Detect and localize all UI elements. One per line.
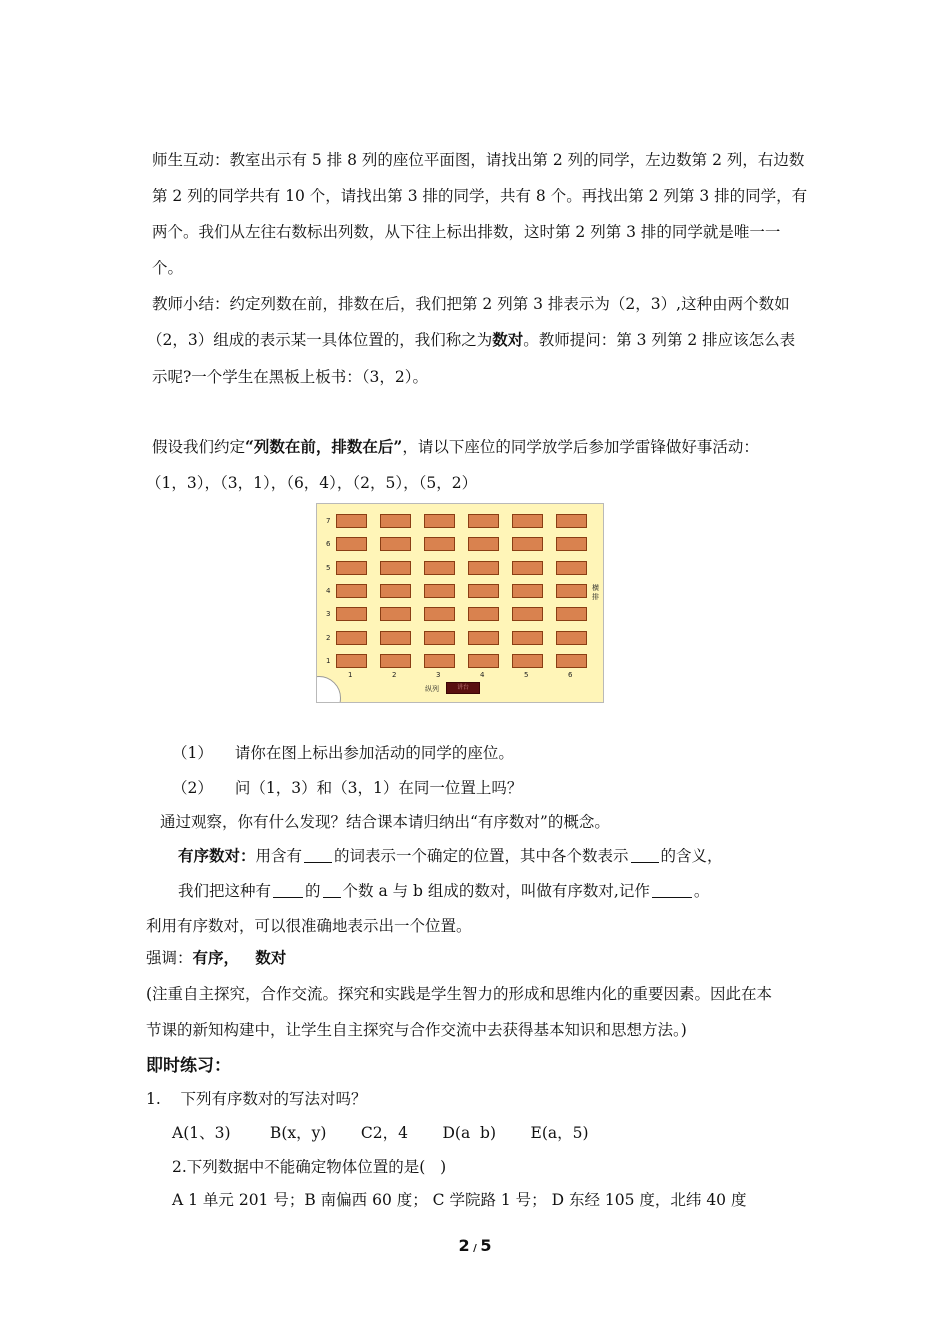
blank-4[interactable] <box>323 882 341 898</box>
blank-2[interactable] <box>631 847 659 863</box>
emphasis-line <box>146 948 286 968</box>
summary-line-2 <box>147 330 795 350</box>
seat-col4-row1[interactable] <box>468 654 499 668</box>
seat-col3-row1[interactable] <box>424 654 455 668</box>
seat-col4-row5[interactable] <box>468 561 499 575</box>
col-label-2: 2 <box>392 671 397 679</box>
note-line-1: (注重自主探究，合作交流。探究和实践是学生智力的形成和思维内化的重要因素。因此在本 <box>146 985 773 1003</box>
summary-line-2-b: 。教师提问：第 3 列第 2 排应该怎么表 <box>523 331 796 349</box>
practice-heading: 即时练习： <box>146 1056 231 1076</box>
definition-line-2 <box>178 881 709 901</box>
question-1-number: （1） <box>172 744 213 762</box>
page-separator: / <box>469 1243 481 1254</box>
definition-line2-b: 的 <box>305 882 321 900</box>
summary-line-2-a: （2，3）组成的表示某一具体位置的，我们称之为 <box>147 331 493 349</box>
seat-col2-row3[interactable] <box>380 607 411 621</box>
definition-a: 用含有 <box>255 847 303 865</box>
assume-a: 假设我们约定 <box>152 438 246 456</box>
seat-col3-row4[interactable] <box>424 584 455 598</box>
practice-q2: 2.下列数据中不能确定物体位置的是( ) <box>172 1158 447 1176</box>
seat-col4-row4[interactable] <box>468 584 499 598</box>
seat-col1-row5[interactable] <box>336 561 367 575</box>
emphasis-label: 强调： <box>146 949 193 967</box>
definition-c: 的含义， <box>660 847 723 865</box>
seat-col4-row2[interactable] <box>468 631 499 645</box>
page-total: 5 <box>480 1236 492 1255</box>
seat-col6-row1[interactable] <box>556 654 587 668</box>
seat-col2-row7[interactable] <box>380 514 411 528</box>
seat-col6-row6[interactable] <box>556 537 587 551</box>
row-label-2: 2 <box>326 633 331 642</box>
practice-q1-options: A(1、3) B(x，y) C2，4 D(a b) E(a，5) <box>172 1124 589 1142</box>
col-axis-label: 纵列 <box>425 685 439 693</box>
row-label-1: 1 <box>326 656 331 665</box>
seat-col6-row2[interactable] <box>556 631 587 645</box>
seat-col5-row3[interactable] <box>512 607 543 621</box>
seat-col1-row4[interactable] <box>336 584 367 598</box>
interaction-line-3: 两个。我们从左往右数标出列数，从下往上标出排数，这时第 2 列第 3 排的同学就是唯一一 <box>152 223 781 241</box>
seat-col5-row6[interactable] <box>512 537 543 551</box>
blank-3[interactable] <box>273 882 303 898</box>
seat-col3-row7[interactable] <box>424 514 455 528</box>
page-current: 2 <box>458 1236 470 1255</box>
assume-bold: “列数在前，排数在后” <box>245 437 403 456</box>
row-axis-label: 横 排 <box>592 584 599 601</box>
blank-5[interactable] <box>652 882 692 898</box>
assume-coords: （1，3），（3，1），（6，4），（2，5），（5，2） <box>146 474 478 492</box>
seat-col3-row2[interactable] <box>424 631 455 645</box>
practice-q1: 1. 下列有序数对的写法对吗？ <box>146 1090 367 1108</box>
seat-col2-row4[interactable] <box>380 584 411 598</box>
question-1-text: 请你在图上标出参加活动的同学的座位。 <box>234 744 514 762</box>
seat-col1-row7[interactable] <box>336 514 367 528</box>
question-1 <box>172 743 514 763</box>
seat-col6-row7[interactable] <box>556 514 587 528</box>
col-label-6: 6 <box>568 671 573 679</box>
row-label-4: 4 <box>326 586 331 595</box>
question-2-number: （2） <box>172 779 213 797</box>
seat-col5-row5[interactable] <box>512 561 543 575</box>
note-line-2: 节课的新知构建中，让学生自主探究与合作交流中去获得基本知识和思想方法。) <box>146 1021 687 1039</box>
assume-b: ，请以下座位的同学放学后参加学雷锋做好事活动： <box>402 438 759 456</box>
emphasis-items: 有序， 数对 <box>192 948 287 967</box>
row-label-5: 5 <box>326 563 331 572</box>
interaction-line-4: 个。 <box>152 259 184 277</box>
door-icon <box>316 676 341 703</box>
seat-col4-row3[interactable] <box>468 607 499 621</box>
seat-col1-row1[interactable] <box>336 654 367 668</box>
seat-col1-row2[interactable] <box>336 631 367 645</box>
interaction-line-2: 第 2 列的同学共有 10 个，请找出第 3 排的同学，共有 8 个。再找出第 2 列第 3 排的同学，有 <box>152 187 808 205</box>
practice-q2-options: A 1 单元 201 号；B 南偏西 60 度； C 学院路 1 号； D 东经 105 度，北纬 40 度 <box>172 1191 747 1209</box>
page-number <box>0 1236 950 1255</box>
seat-col2-row2[interactable] <box>380 631 411 645</box>
col-label-3: 3 <box>436 671 441 679</box>
seat-col5-row1[interactable] <box>512 654 543 668</box>
col-label-5: 5 <box>524 671 529 679</box>
question-2-text: 问（1，3）和（3，1）在同一位置上吗？ <box>234 779 523 797</box>
definition-b: 的词表示一个确定的位置，其中各个数表示 <box>334 847 629 865</box>
assume-line <box>152 437 759 457</box>
col-label-4: 4 <box>480 671 485 679</box>
term-shudui: 数对 <box>492 330 524 349</box>
summary-line-1: 教师小结：约定列数在前，排数在后，我们把第 2 列第 3 排表示为（2，3）,这种由两个数如 <box>152 295 790 313</box>
seat-col2-row6[interactable] <box>380 537 411 551</box>
seat-col5-row2[interactable] <box>512 631 543 645</box>
definition-line-1 <box>178 846 723 866</box>
seat-col4-row7[interactable] <box>468 514 499 528</box>
definition-term: 有序数对： <box>178 846 256 865</box>
summary-line-3: 示呢?一个学生在黑板上板书：（3，2）。 <box>152 368 429 386</box>
row-label-3: 3 <box>326 610 331 619</box>
seat-col2-row5[interactable] <box>380 561 411 575</box>
seat-col3-row5[interactable] <box>424 561 455 575</box>
seat-col5-row4[interactable] <box>512 584 543 598</box>
seat-col3-row6[interactable] <box>424 537 455 551</box>
use-line: 利用有序数对，可以很准确地表示出一个位置。 <box>146 917 472 935</box>
row-label-6: 6 <box>326 540 331 549</box>
seat-col2-row1[interactable] <box>380 654 411 668</box>
interaction-line-1: 师生互动：教室出示有 5 排 8 列的座位平面图，请找出第 2 列的同学，左边数第 2 列，右边数 <box>152 151 805 169</box>
seat-col1-row3[interactable] <box>336 607 367 621</box>
seat-col3-row3[interactable] <box>424 607 455 621</box>
observe-line: 通过观察，你有什么发现？结合课本请归纳出“有序数对”的概念。 <box>160 813 610 831</box>
definition-line2-c: 个数 a 与 b 组成的数对，叫做有序数对,记作 <box>342 882 650 900</box>
seating-chart <box>316 503 604 703</box>
row-label-7: 7 <box>326 517 331 525</box>
seat-col6-row4[interactable] <box>556 584 587 598</box>
definition-line2-d: 。 <box>693 882 710 900</box>
podium: 讲台 <box>446 682 480 694</box>
seat-col6-row3[interactable] <box>556 607 587 621</box>
seat-col6-row5[interactable] <box>556 561 587 575</box>
blank-1[interactable] <box>304 847 332 863</box>
col-label-1: 1 <box>348 671 353 679</box>
seat-col1-row6[interactable] <box>336 537 367 551</box>
question-2 <box>172 778 522 798</box>
seat-col4-row6[interactable] <box>468 537 499 551</box>
seat-col5-row7[interactable] <box>512 514 543 528</box>
definition-line2-a: 我们把这种有 <box>178 882 272 900</box>
